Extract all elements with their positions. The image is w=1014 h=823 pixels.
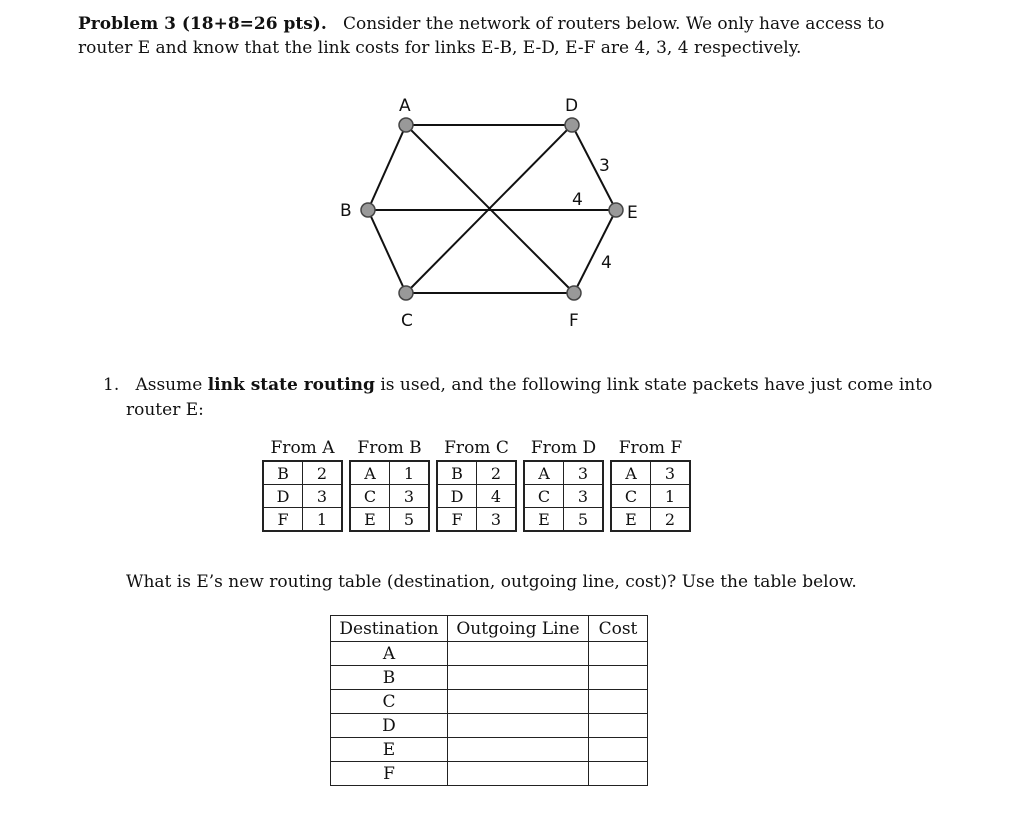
table-row <box>611 508 690 532</box>
table-row <box>331 738 648 762</box>
question-1-number: 1. <box>103 375 120 395</box>
table-row <box>437 508 516 532</box>
cell: E <box>524 508 564 532</box>
table-row <box>524 508 603 532</box>
cell: 1 <box>303 508 343 532</box>
table-row <box>263 485 342 508</box>
col-header-destination: Destination <box>331 616 448 642</box>
table-row <box>437 461 516 485</box>
cell: B <box>437 461 477 485</box>
question-1-post: is used, and the following link state packets have just come into <box>380 375 933 395</box>
node-label-E: E <box>627 203 638 223</box>
node-E <box>609 203 623 217</box>
outgoing-line-cell[interactable] <box>448 714 589 738</box>
cell: F <box>437 508 477 532</box>
cell: 2 <box>477 461 517 485</box>
destination-cell: D <box>331 714 448 738</box>
table-row <box>331 642 648 666</box>
cell: 4 <box>477 485 517 508</box>
packet-table <box>262 460 343 532</box>
cost-cell[interactable] <box>589 690 648 714</box>
table-row <box>524 485 603 508</box>
node-label-B: B <box>340 201 352 221</box>
cell: D <box>263 485 303 508</box>
cost-cell[interactable] <box>589 738 648 762</box>
packet-table <box>436 460 517 532</box>
outgoing-line-cell[interactable] <box>448 762 589 786</box>
edge-label-ED: 3 <box>599 156 610 176</box>
cell: 2 <box>651 508 691 532</box>
question-2: What is E’s new routing table (destination, outgoing line, cost)? Use the table below. <box>126 572 857 592</box>
cell: A <box>611 461 651 485</box>
node-C <box>399 286 413 300</box>
packet-table <box>610 460 691 532</box>
cell: B <box>263 461 303 485</box>
cell: 3 <box>390 485 430 508</box>
table-row <box>350 485 429 508</box>
edge-B-C <box>368 210 406 293</box>
cell: F <box>263 508 303 532</box>
cell: 1 <box>651 485 691 508</box>
cell: A <box>350 461 390 485</box>
cell: C <box>611 485 651 508</box>
node-label-F: F <box>569 311 579 331</box>
table-row <box>331 666 648 690</box>
cost-cell[interactable] <box>589 642 648 666</box>
table-header-row <box>331 616 648 642</box>
cell: 1 <box>390 461 430 485</box>
network-diagram <box>320 88 660 348</box>
edge-E-F <box>574 210 616 293</box>
packet-from-F <box>610 437 691 532</box>
table-row <box>263 508 342 532</box>
destination-cell: F <box>331 762 448 786</box>
table-row <box>611 485 690 508</box>
cell: 3 <box>564 461 604 485</box>
cell: 5 <box>564 508 604 532</box>
destination-cell: C <box>331 690 448 714</box>
node-label-C: C <box>401 311 413 331</box>
cell: 3 <box>564 485 604 508</box>
cell: E <box>611 508 651 532</box>
col-header-outgoing-line: Outgoing Line <box>448 616 589 642</box>
problem-text-line2: router E and know that the link costs for links E-B, E-D, E-F are 4, 3, 4 respectively. <box>78 38 802 58</box>
outgoing-line-cell[interactable] <box>448 738 589 762</box>
cell: D <box>437 485 477 508</box>
question-1-bold: link state routing <box>207 375 375 395</box>
edge-A-B <box>368 125 406 210</box>
cell: C <box>524 485 564 508</box>
cell: 3 <box>477 508 517 532</box>
cost-cell[interactable] <box>589 714 648 738</box>
packet-title: From C <box>444 438 509 458</box>
node-F <box>567 286 581 300</box>
problem-text: Consider the network of routers below. We only have access to <box>342 14 885 34</box>
question-1-pre: Assume <box>135 375 203 395</box>
destination-cell: E <box>331 738 448 762</box>
packet-title: From A <box>270 438 335 458</box>
edge-label-EF: 4 <box>601 253 612 273</box>
routing-table <box>330 615 648 786</box>
packet-title: From F <box>618 438 683 458</box>
problem-header <box>78 12 938 60</box>
question-1-line2: router E: <box>126 400 204 420</box>
destination-cell: B <box>331 666 448 690</box>
node-label-A: A <box>399 96 411 116</box>
cell: 3 <box>303 485 343 508</box>
problem-title: Problem 3 (18+8=26 pts). <box>78 14 327 34</box>
table-row <box>611 461 690 485</box>
packet-table <box>349 460 430 532</box>
outgoing-line-cell[interactable] <box>448 690 589 714</box>
cost-cell[interactable] <box>589 666 648 690</box>
cell: E <box>350 508 390 532</box>
node-label-D: D <box>565 96 579 116</box>
packet-from-C <box>436 437 517 532</box>
table-row <box>524 461 603 485</box>
packet-table <box>523 460 604 532</box>
node-A <box>399 118 413 132</box>
table-row <box>437 485 516 508</box>
packet-from-B <box>349 437 430 532</box>
edge-label-EB: 4 <box>572 190 583 210</box>
node-D <box>565 118 579 132</box>
table-row <box>350 461 429 485</box>
question-1 <box>103 373 932 397</box>
outgoing-line-cell[interactable] <box>448 666 589 690</box>
table-row <box>263 461 342 485</box>
table-row <box>350 508 429 532</box>
packet-from-D <box>523 437 604 532</box>
cell: A <box>524 461 564 485</box>
col-header-cost: Cost <box>589 616 648 642</box>
cell: 3 <box>651 461 691 485</box>
table-row <box>331 762 648 786</box>
packet-title: From D <box>530 438 597 458</box>
link-state-packets <box>262 437 691 532</box>
cell: 5 <box>390 508 430 532</box>
cell: C <box>350 485 390 508</box>
outgoing-line-cell[interactable] <box>448 642 589 666</box>
node-B <box>361 203 375 217</box>
packet-from-A <box>262 437 343 532</box>
cost-cell[interactable] <box>589 762 648 786</box>
table-row <box>331 690 648 714</box>
table-row <box>331 714 648 738</box>
cell: 2 <box>303 461 343 485</box>
destination-cell: A <box>331 642 448 666</box>
packet-title: From B <box>357 438 422 458</box>
